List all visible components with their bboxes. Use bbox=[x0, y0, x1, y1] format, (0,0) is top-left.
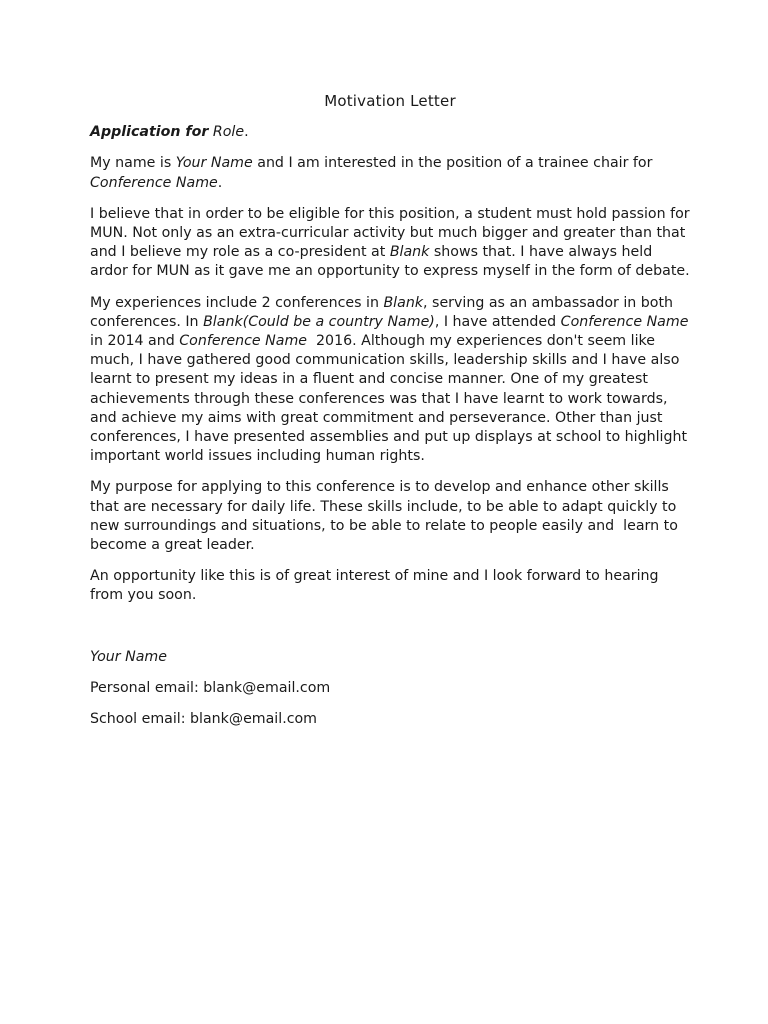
personal-email-line: Personal email: blank@email.com bbox=[90, 679, 331, 696]
placeholder-blank: Blank bbox=[383, 294, 424, 311]
application-line: Application for Role. bbox=[90, 124, 249, 141]
placeholder-conference-name: Conference Name bbox=[90, 174, 218, 191]
signature-gap bbox=[90, 618, 690, 648]
placeholder-conference-name: Conference Name bbox=[179, 333, 308, 350]
placeholder-your-name: Your Name bbox=[175, 155, 253, 172]
school-email-value: blank@email.com bbox=[190, 711, 318, 728]
experience-paragraph: My experiences include 2 conferences in Blank, serving as an ambassador in both conferences. In Blank(Could be a country Name), I have attended Conference Name in 2014 and Conference Name 2016. Although my experiences don't seem like much, I have gathered good communication skills, leadership skills and I have also learnt to present my ideas in a fluent and concise manner. One of my greatest achievements through these conferences was that I have learnt to work towards, and achieve my aims with great commitment and perseverance. Other than just conferences, I have presented assemblies and put up displays at school to highlight important world issues including human rights. bbox=[90, 294, 692, 465]
placeholder-conference-name: Conference Name bbox=[560, 313, 689, 330]
closing-paragraph: An opportunity like this is of great interest of mine and I look forward to hearing from you soon. bbox=[90, 568, 659, 604]
letter-body bbox=[90, 92, 690, 741]
school-email-line: School email: blank@email.com bbox=[90, 711, 318, 728]
application-label: Application for bbox=[90, 124, 209, 141]
personal-email-value: blank@email.com bbox=[203, 679, 331, 696]
placeholder-country: Blank(Could be a country Name) bbox=[203, 313, 435, 330]
purpose-paragraph: My purpose for applying to this conference is to develop and enhance other skills that are necessary for daily life. These skills include, to be able to adapt quickly to new surroundings and situations, to be able to relate to people easily and learn to become a great leader. bbox=[90, 479, 683, 554]
intro-paragraph: My name is Your Name and I am interested in the position of a trainee chair for Conference Name. bbox=[90, 155, 653, 191]
letter-title: Motivation Letter bbox=[324, 92, 456, 110]
application-role: Role bbox=[212, 124, 245, 141]
placeholder-blank: Blank bbox=[389, 244, 430, 261]
belief-paragraph: I believe that in order to be eligible for this position, a student must hold passion for MUN. Not only as an extra-curricular activity but much bigger and greater than that and I believe my role as a co-president at Blank shows that. I have always held ardor for MUN as it gave me an opportunity to express myself in the form of debate. bbox=[90, 205, 690, 280]
signature-name: Your Name bbox=[90, 648, 167, 665]
